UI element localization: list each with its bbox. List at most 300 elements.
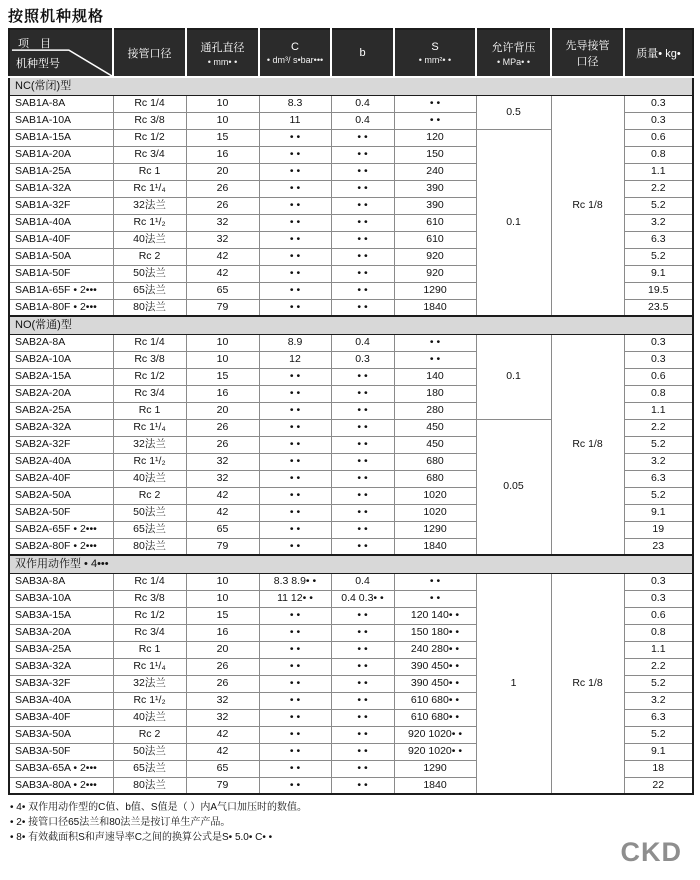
cell-c: • • [259,282,331,299]
cell-bore: 10 [186,351,259,368]
cell-b: • • [331,658,394,675]
cell-port: 65法兰 [113,521,186,538]
cell-bore: 79 [186,777,259,794]
cell-port: Rc 2 [113,248,186,265]
cell-bore: 42 [186,743,259,760]
cell-c: • • [259,197,331,214]
cell-backpressure: 0.1 [476,129,551,316]
cell-c: • • [259,231,331,248]
section-header-row [9,77,693,95]
cell-weight: 0.8 [624,624,693,641]
cell-c: • • [259,607,331,624]
cell-port: 65法兰 [113,760,186,777]
cell-pilot-port: Rc 1/8 [551,334,624,555]
cell-b: • • [331,214,394,231]
cell-weight: 3.2 [624,453,693,470]
cell-b: • • [331,282,394,299]
cell-b: • • [331,470,394,487]
cell-c: 8.3 8.9• • [259,573,331,590]
cell-model: SAB1A-32A [9,180,113,197]
cell-c: • • [259,436,331,453]
cell-weight: 0.3 [624,334,693,351]
header-bore-unit: • mm• • [207,57,238,67]
cell-c: • • [259,538,331,555]
cell-s: 1840 [394,538,476,555]
cell-model: SAB2A-65F • 2••• [9,521,113,538]
cell-model: SAB3A-50A [9,726,113,743]
cell-c: • • [259,368,331,385]
cell-bore: 42 [186,248,259,265]
cell-b: • • [331,163,394,180]
cell-b: • • [331,692,394,709]
cell-weight: 5.2 [624,726,693,743]
cell-bore: 20 [186,163,259,180]
cell-weight: 6.3 [624,709,693,726]
cell-model: SAB3A-32F [9,675,113,692]
cell-model: SAB2A-20A [9,385,113,402]
cell-weight: 0.3 [624,112,693,129]
cell-model: SAB3A-8A [9,573,113,590]
cell-c: • • [259,777,331,794]
cell-s: 120 [394,129,476,146]
cell-b: • • [331,419,394,436]
cell-model: SAB1A-40F [9,231,113,248]
cell-c: • • [259,487,331,504]
cell-model: SAB2A-40A [9,453,113,470]
header-corner-cell [9,29,113,77]
cell-port: Rc 1/4 [113,334,186,351]
cell-port: Rc 1 [113,641,186,658]
cell-weight: 0.6 [624,129,693,146]
cell-s: 1020 [394,487,476,504]
cell-port: 50法兰 [113,504,186,521]
cell-c: 8.9 [259,334,331,351]
cell-c: 11 12• • [259,590,331,607]
cell-model: SAB1A-80F • 2••• [9,299,113,316]
cell-bore: 16 [186,146,259,163]
cell-model: SAB3A-40A [9,692,113,709]
cell-model: SAB3A-65A • 2••• [9,760,113,777]
cell-b: • • [331,624,394,641]
spec-table-body [9,77,693,794]
cell-b: 0.3 [331,351,394,368]
cell-model: SAB1A-10A [9,112,113,129]
cell-s: 390 450• • [394,675,476,692]
cell-model: SAB1A-25A [9,163,113,180]
cell-bore: 26 [186,436,259,453]
cell-bore: 10 [186,590,259,607]
cell-model: SAB3A-10A [9,590,113,607]
cell-weight: 3.2 [624,214,693,231]
cell-port: 40法兰 [113,470,186,487]
cell-weight: 0.3 [624,95,693,112]
cell-model: SAB1A-65F • 2••• [9,282,113,299]
cell-port: Rc 1/2 [113,607,186,624]
cell-c: • • [259,709,331,726]
cell-port: 50法兰 [113,265,186,282]
cell-bore: 79 [186,538,259,555]
header-c-label: C [291,41,299,53]
cell-s: 240 [394,163,476,180]
cell-s: 610 [394,231,476,248]
cell-bore: 32 [186,231,259,248]
cell-model: SAB1A-8A [9,95,113,112]
cell-s: 680 [394,470,476,487]
header-backpressure-unit: • MPa• • [497,57,530,67]
cell-c: • • [259,385,331,402]
table-row [9,573,693,590]
cell-model: SAB3A-20A [9,624,113,641]
cell-model: SAB3A-80A • 2••• [9,777,113,794]
cell-weight: 23.5 [624,299,693,316]
header-b [331,29,394,77]
cell-weight: 0.8 [624,385,693,402]
cell-s: 280 [394,402,476,419]
cell-c: 12 [259,351,331,368]
cell-b: 0.4 [331,95,394,112]
cell-port: Rc 1 [113,163,186,180]
cell-port: Rc 1/4 [113,95,186,112]
cell-bore: 26 [186,419,259,436]
cell-c: • • [259,470,331,487]
cell-s: 920 1020• • [394,743,476,760]
cell-b: • • [331,521,394,538]
spec-table [8,28,694,795]
cell-bore: 20 [186,402,259,419]
header-weight-label: 质量• kg• [636,48,681,60]
cell-weight: 5.2 [624,197,693,214]
cell-bore: 42 [186,265,259,282]
footnote-line: • 8• 有效截面积S和声速导率C之间的换算公式是S• 5.0• C• • [10,832,273,843]
cell-s: 680 [394,453,476,470]
cell-b: 0.4 0.3• • [331,590,394,607]
cell-weight: 0.6 [624,368,693,385]
cell-port: Rc 1¹/₂ [113,692,186,709]
cell-weight: 1.1 [624,402,693,419]
cell-b: • • [331,675,394,692]
cell-c: • • [259,265,331,282]
header-bore-label: 通孔直径 [200,42,245,54]
cell-model: SAB1A-40A [9,214,113,231]
cell-s: 240 280• • [394,641,476,658]
cell-port: Rc 1¹/₄ [113,180,186,197]
cell-b: • • [331,760,394,777]
cell-port: Rc 1¹/₄ [113,658,186,675]
header-s-label: S [431,41,439,53]
cell-b: • • [331,641,394,658]
cell-s: 610 680• • [394,709,476,726]
cell-b: • • [331,402,394,419]
cell-model: SAB2A-50F [9,504,113,521]
cell-model: SAB3A-32A [9,658,113,675]
cell-bore: 26 [186,658,259,675]
cell-s: 390 [394,197,476,214]
cell-bore: 32 [186,692,259,709]
cell-bore: 65 [186,760,259,777]
cell-s: 450 [394,419,476,436]
cell-bore: 32 [186,470,259,487]
cell-model: SAB2A-50A [9,487,113,504]
cell-port: Rc 1/4 [113,573,186,590]
cell-weight: 5.2 [624,436,693,453]
cell-s: 610 680• • [394,692,476,709]
page-title: 按照机种规格 [8,8,105,25]
cell-c: 8.3 [259,95,331,112]
cell-bore: 42 [186,726,259,743]
cell-b: • • [331,180,394,197]
cell-c: • • [259,658,331,675]
section-header-row [9,316,693,334]
cell-s: 150 180• • [394,624,476,641]
cell-c: • • [259,180,331,197]
cell-c: • • [259,521,331,538]
cell-s: 920 [394,265,476,282]
cell-bore: 10 [186,573,259,590]
cell-weight: 2.2 [624,419,693,436]
cell-weight: 3.2 [624,692,693,709]
cell-b: • • [331,146,394,163]
cell-s: 920 [394,248,476,265]
cell-weight: 1.1 [624,641,693,658]
cell-c: • • [259,146,331,163]
cell-s: • • [394,112,476,129]
cell-bore: 42 [186,504,259,521]
cell-bore: 32 [186,709,259,726]
cell-weight: 0.3 [624,573,693,590]
header-port-label: 接管口径 [127,48,172,60]
cell-port: Rc 3/4 [113,146,186,163]
cell-b: 0.4 [331,334,394,351]
cell-bore: 15 [186,368,259,385]
section-title: NO(常通)型 [9,316,693,334]
section-header-row [9,555,693,573]
cell-port: 80法兰 [113,777,186,794]
cell-s: • • [394,351,476,368]
cell-c: • • [259,760,331,777]
cell-pilot-port: Rc 1/8 [551,95,624,316]
cell-weight: 1.1 [624,163,693,180]
header-pilot [551,29,624,77]
cell-bore: 15 [186,607,259,624]
cell-bore: 16 [186,385,259,402]
cell-weight: 18 [624,760,693,777]
cell-b: • • [331,299,394,316]
cell-c: • • [259,214,331,231]
cell-model: SAB2A-32F [9,436,113,453]
cell-port: 32法兰 [113,197,186,214]
cell-c: • • [259,299,331,316]
cell-weight: 6.3 [624,231,693,248]
cell-port: 32法兰 [113,436,186,453]
cell-port: 40法兰 [113,709,186,726]
cell-bore: 10 [186,334,259,351]
header-item-label: 项 目 [18,38,51,50]
cell-port: Rc 1/2 [113,368,186,385]
cell-bore: 32 [186,214,259,231]
cell-model: SAB2A-32A [9,419,113,436]
header-backpressure-label: 允许背压 [491,42,536,54]
section-title: NC(常闭)型 [9,77,693,95]
cell-c: 11 [259,112,331,129]
footnote-line: • 2• 接管口径65法兰和80法兰是按订单生产产品。 [10,817,231,828]
cell-bore: 65 [186,521,259,538]
cell-c: • • [259,248,331,265]
cell-bore: 20 [186,641,259,658]
cell-port: 80法兰 [113,299,186,316]
cell-bore: 10 [186,112,259,129]
cell-model: SAB1A-50A [9,248,113,265]
cell-s: 390 450• • [394,658,476,675]
cell-s: 140 [394,368,476,385]
cell-model: SAB2A-15A [9,368,113,385]
cell-port: Rc 3/8 [113,351,186,368]
cell-s: • • [394,590,476,607]
cell-model: SAB2A-8A [9,334,113,351]
cell-weight: 5.2 [624,248,693,265]
cell-s: 450 [394,436,476,453]
cell-c: • • [259,692,331,709]
cell-weight: 19 [624,521,693,538]
cell-bore: 15 [186,129,259,146]
cell-c: • • [259,504,331,521]
cell-b: • • [331,743,394,760]
cell-bore: 42 [186,487,259,504]
cell-c: • • [259,402,331,419]
cell-s: • • [394,573,476,590]
cell-s: 920 1020• • [394,726,476,743]
cell-model: SAB1A-50F [9,265,113,282]
cell-port: 40法兰 [113,231,186,248]
cell-b: • • [331,538,394,555]
cell-c: • • [259,641,331,658]
cell-s: 1290 [394,760,476,777]
cell-weight: 0.6 [624,607,693,624]
header-pilot-line2: 口径 [576,56,599,68]
cell-port: 80法兰 [113,538,186,555]
cell-model: SAB3A-50F [9,743,113,760]
cell-weight: 5.2 [624,487,693,504]
cell-c: • • [259,675,331,692]
cell-s: 180 [394,385,476,402]
cell-b: • • [331,709,394,726]
cell-b: • • [331,607,394,624]
cell-s: • • [394,95,476,112]
cell-s: 1840 [394,777,476,794]
header-c-unit: • dm³/ s•bar••• [266,55,324,65]
table-row [9,334,693,351]
brand-logo: CKD [620,837,682,867]
cell-s: 150 [394,146,476,163]
cell-c: • • [259,453,331,470]
cell-bore: 26 [186,675,259,692]
cell-model: SAB3A-25A [9,641,113,658]
cell-backpressure: 0.5 [476,95,551,129]
cell-port: 32法兰 [113,675,186,692]
cell-model: SAB2A-40F [9,470,113,487]
cell-port: 65法兰 [113,282,186,299]
cell-bore: 26 [186,180,259,197]
cell-pilot-port: Rc 1/8 [551,573,624,794]
cell-bore: 32 [186,453,259,470]
cell-backpressure: 0.05 [476,419,551,555]
cell-weight: 9.1 [624,265,693,282]
cell-backpressure: 0.1 [476,334,551,419]
cell-model: SAB2A-10A [9,351,113,368]
cell-s: 1290 [394,282,476,299]
table-row [9,95,693,112]
header-s [394,29,476,77]
cell-model: SAB1A-20A [9,146,113,163]
cell-bore: 16 [186,624,259,641]
cell-weight: 9.1 [624,504,693,521]
cell-port: Rc 1¹/₂ [113,453,186,470]
cell-s: 1840 [394,299,476,316]
cell-s: 1290 [394,521,476,538]
cell-b: 0.4 [331,573,394,590]
cell-weight: 22 [624,777,693,794]
header-bore [186,29,259,77]
cell-s: 610 [394,214,476,231]
cell-b: • • [331,129,394,146]
cell-b: • • [331,487,394,504]
cell-c: • • [259,624,331,641]
cell-port: 50法兰 [113,743,186,760]
table-header [9,29,693,77]
cell-bore: 79 [186,299,259,316]
cell-bore: 26 [186,197,259,214]
cell-weight: 5.2 [624,675,693,692]
cell-model: SAB1A-32F [9,197,113,214]
header-port [113,29,186,77]
cell-weight: 6.3 [624,470,693,487]
header-backpressure [476,29,551,77]
cell-b: • • [331,453,394,470]
cell-b: • • [331,368,394,385]
cell-s: 1020 [394,504,476,521]
cell-port: Rc 1/2 [113,129,186,146]
cell-weight: 23 [624,538,693,555]
cell-b: • • [331,265,394,282]
cell-port: Rc 1 [113,402,186,419]
header-model-label: 机种型号 [16,58,60,70]
cell-model: SAB2A-80F • 2••• [9,538,113,555]
header-pilot-line1: 先导接管 [565,40,610,52]
section-title: 双作用动作型 • 4••• [9,555,693,573]
cell-port: Rc 2 [113,487,186,504]
cell-b: • • [331,231,394,248]
cell-b: 0.4 [331,112,394,129]
cell-s: • • [394,334,476,351]
header-weight [624,29,693,77]
cell-port: Rc 1¹/₂ [113,214,186,231]
cell-port: Rc 2 [113,726,186,743]
footnotes [10,800,307,845]
cell-c: • • [259,163,331,180]
cell-weight: 2.2 [624,658,693,675]
cell-port: Rc 3/4 [113,385,186,402]
cell-model: SAB2A-25A [9,402,113,419]
cell-s: 120 140• • [394,607,476,624]
cell-weight: 2.2 [624,180,693,197]
header-s-unit: • mm²• • [418,55,452,65]
cell-port: Rc 3/4 [113,624,186,641]
cell-model: SAB3A-15A [9,607,113,624]
cell-c: • • [259,743,331,760]
cell-bore: 10 [186,95,259,112]
footnote-line: • 4• 双作用动作型的C值、b值、S值是（ ）内A气口加压时的数值。 [10,802,308,813]
cell-b: • • [331,504,394,521]
cell-port: Rc 3/8 [113,590,186,607]
